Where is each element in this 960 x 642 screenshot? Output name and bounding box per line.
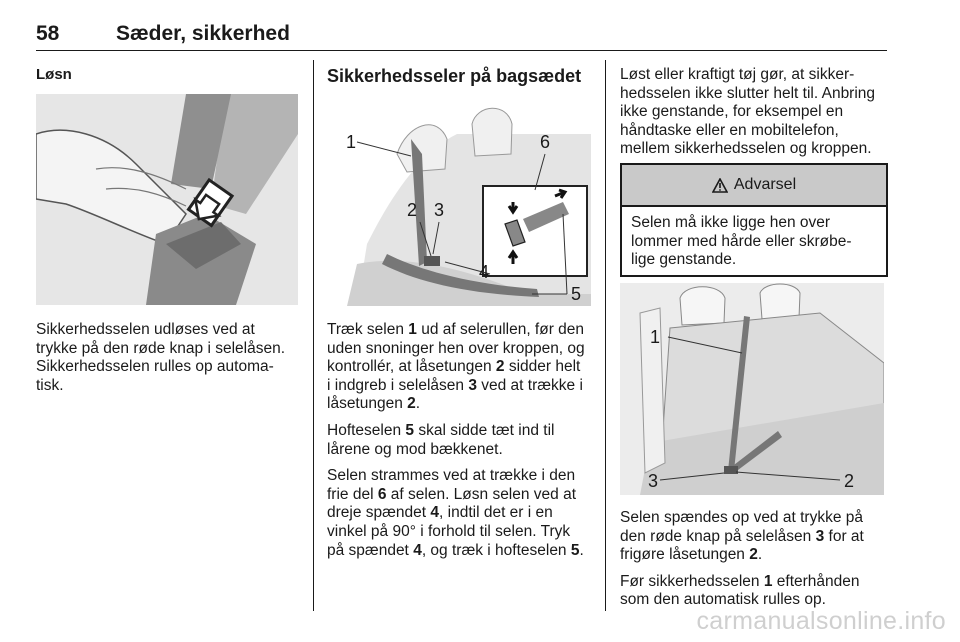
paragraph-loose-clothing: Løst eller kraftigt tøj gør, at sikker- hedsselen ikke slutter helt til. Anbring ikke genstande, for eksempel en håndtaske eller en mobiltelefon, mellem sikkerhedsselen og kroppen. bbox=[620, 66, 876, 158]
paragraph-fasten: Træk selen 1 ud af selerullen, før den uden snoninger hen over kroppen, og kontrollér, at låsetungen 2 sidder helt i indgreb i selelåsen 3 ved at trække i låsetungen 2. bbox=[327, 321, 585, 413]
paragraph-retract: Før sikkerhedsselen 1 efterhånden som den automatisk rulles op. bbox=[620, 572, 860, 609]
callout-6: 6 bbox=[540, 132, 551, 152]
callout-4: 4 bbox=[479, 262, 490, 282]
warning-box bbox=[620, 163, 888, 277]
paragraph-line: Sikkerhedsselen udløses ved at bbox=[36, 321, 255, 338]
center-seat-belt-illustration bbox=[620, 283, 884, 495]
warning-text: Selen må ikke ligge hen over lommer med hårde eller skrøbe- lige genstande. bbox=[631, 214, 852, 269]
figure-center-belt bbox=[620, 283, 884, 495]
column-divider-2 bbox=[605, 60, 606, 611]
hand-pressing-buckle-illustration bbox=[36, 94, 298, 305]
watermark[interactable]: carmanualsonline.info bbox=[696, 607, 946, 635]
page-number: 58 bbox=[36, 22, 60, 45]
warning-title: Advarsel bbox=[733, 176, 797, 193]
paragraph-unfasten: Selen spændes op ved at trykke på den røde knap på selelåsen 3 for at frigøre låsetungen 2. bbox=[620, 509, 864, 564]
callout-1: 1 bbox=[650, 327, 661, 347]
paragraph-line: Sikkerhedsselen rulles op automa- bbox=[36, 358, 274, 376]
callout-2: 2 bbox=[844, 471, 855, 491]
section-heading-release: Løsn bbox=[36, 66, 72, 83]
figure-rear-seat-belt bbox=[327, 94, 591, 306]
paragraph-line: tisk. bbox=[36, 376, 64, 394]
callout-1: 1 bbox=[346, 132, 357, 152]
column-divider-1 bbox=[313, 60, 314, 611]
paragraph-tighten: Selen strammes ved at trække i den frie del 6 af selen. Løsn selen ved at dreje spændet 4, indtil det er i en vinkel på 90° i forhold til selen. Tryk på spændet 4, og træk i hofteselen 5. bbox=[327, 467, 584, 559]
section-heading-rear-belts: Sikkerhedsseler på bagsædet bbox=[327, 66, 582, 86]
callout-3: 3 bbox=[434, 200, 445, 220]
callout-5: 5 bbox=[571, 284, 582, 304]
paragraph-line: trykke på den røde knap i selelåsen. bbox=[36, 339, 285, 357]
header-rule bbox=[36, 50, 887, 51]
paragraph-lap-belt: Hofteselen 5 skal sidde tæt ind til lårene og mod bækkenet. bbox=[327, 421, 555, 458]
callout-2: 2 bbox=[407, 200, 418, 220]
figure-buckle-release bbox=[36, 94, 298, 305]
warning-header bbox=[622, 165, 886, 207]
page-title: Sæder, sikkerhed bbox=[116, 22, 290, 45]
callout-3: 3 bbox=[648, 471, 659, 491]
rear-seat-illustration bbox=[327, 94, 591, 306]
warning-triangle-icon bbox=[712, 178, 728, 193]
